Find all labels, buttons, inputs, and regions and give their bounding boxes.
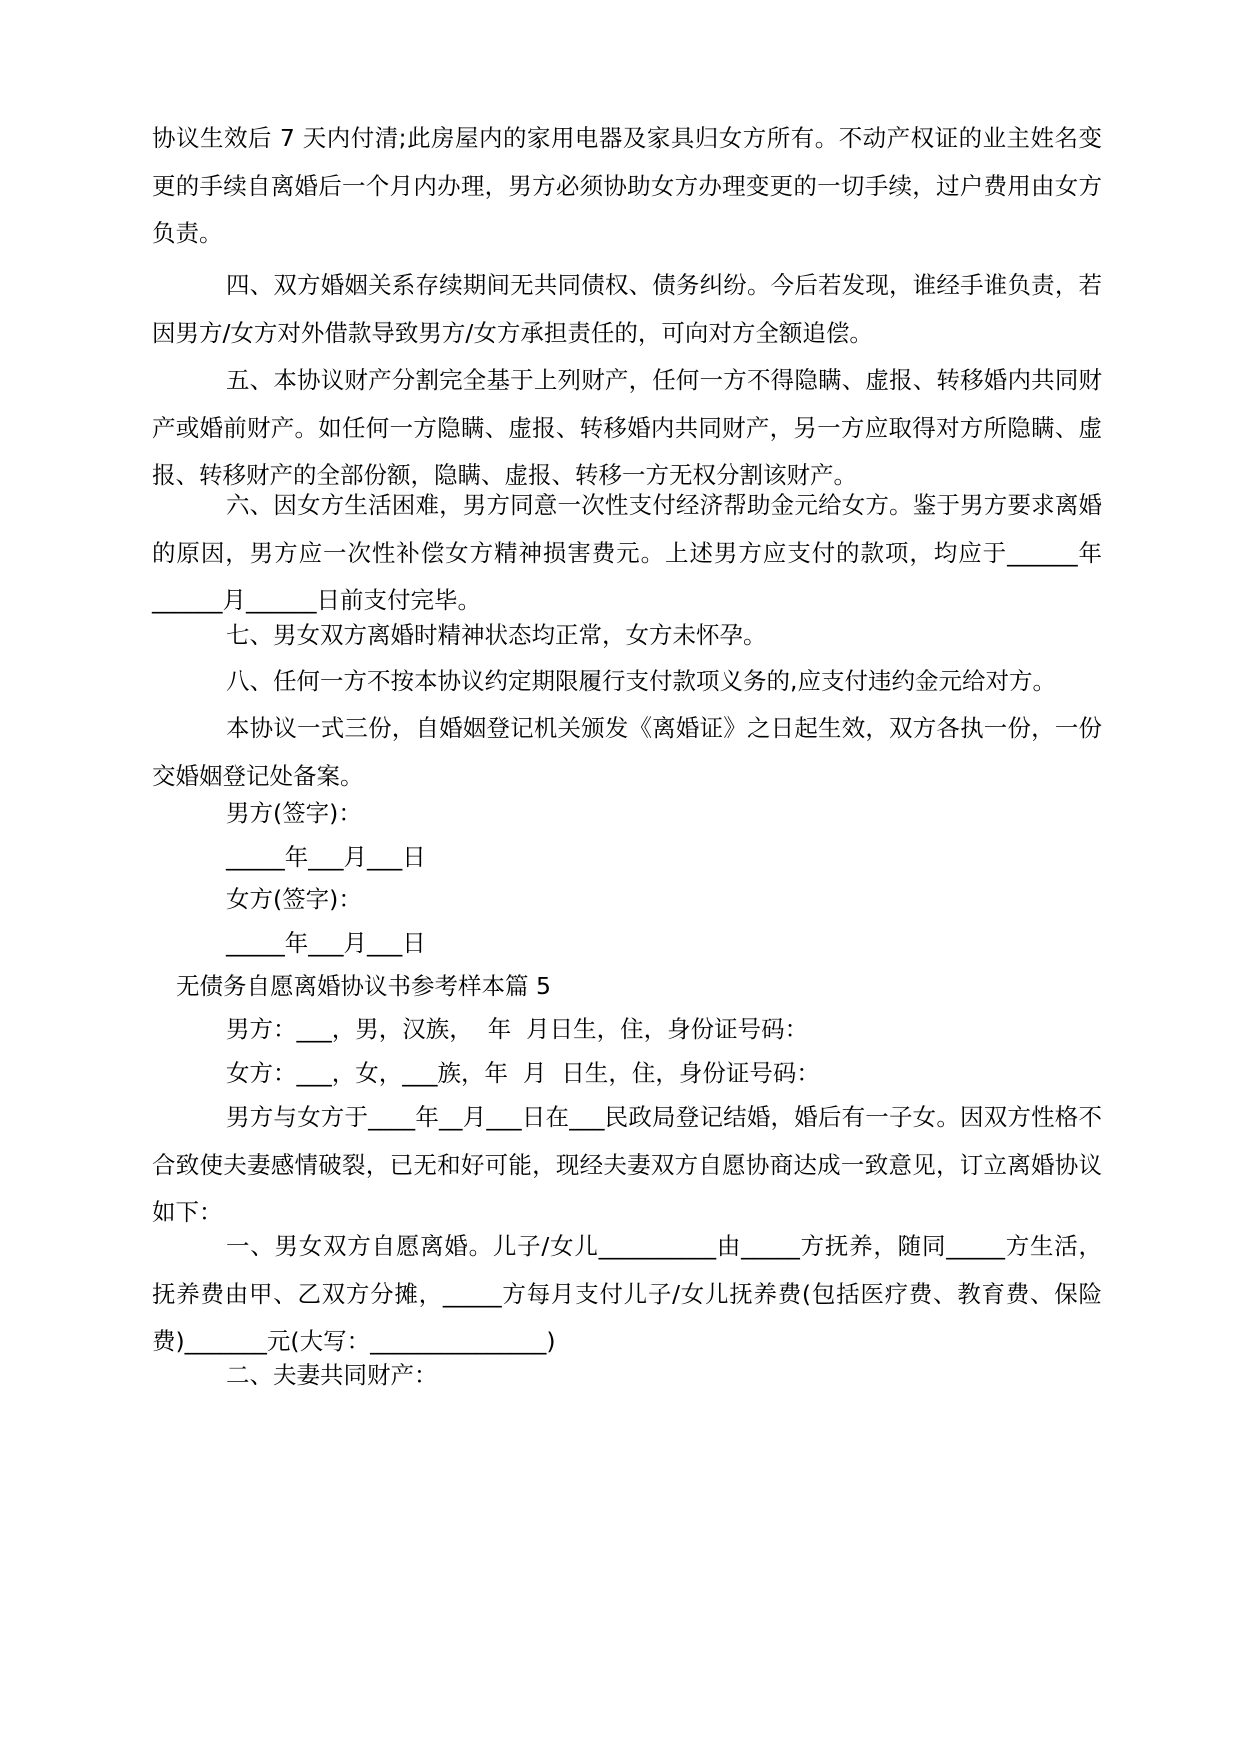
item-1-paragraph: 一、男女双方自愿离婚。儿子/女儿__________由_____方抚养，随同_____方生活，抚养费由甲、乙双方分摊，_____方每月支付儿子/女儿抚养费(包括医疗费、教育费、保险费)_______元(大写：_______________) — [152, 1232, 1102, 1355]
document-page — [152, 0, 1102, 1754]
section-title: 无债务自愿离婚协议书参考样本篇 5 — [176, 972, 551, 1000]
item-2-paragraph: 二、夫妻共同财产： — [226, 1361, 438, 1389]
clause-8-paragraph: 八、任何一方不按本协议约定期限履行支付款项义务的,应支付违约金元给对方。 — [226, 667, 1056, 695]
female-signature-label: 女方(签字)： — [226, 885, 362, 913]
copies-clause-paragraph: 本协议一式三份，自婚姻登记机关颁发《离婚证》之日起生效，双方各执一份，一份交婚姻登记处备案。 — [152, 714, 1102, 790]
clause-6-paragraph: 六、因女方生活困难，男方同意一次性支付经济帮助金元给女方。鉴于男方要求离婚的原因，男方应一次性补偿女方精神损害费元。上述男方应支付的款项，均应于______年______月______日前支付完毕。 — [152, 491, 1102, 614]
property-continuation-paragraph: 协议生效后 7 天内付清;此房屋内的家用电器及家具归女方所有。不动产权证的业主姓名变更的手续自离婚后一个月内办理，男方必须协助女方办理变更的一切手续，过户费用由女方负责。 — [152, 124, 1102, 247]
marriage-intro-paragraph: 男方与女方于____年__月___日在___民政局登记结婚，婚后有一子女。因双方性格不合致使夫妻感情破裂，已无和好可能，现经夫妻双方自愿协商达成一致意见，订立离婚协议如下： — [152, 1103, 1102, 1226]
female-info-line: 女方：___，女，___族，年 月 日生，住，身份证号码： — [226, 1059, 820, 1087]
clause-7-paragraph: 七、男女双方离婚时精神状态均正常，女方未怀孕。 — [226, 621, 767, 649]
clause-5-paragraph: 五、本协议财产分割完全基于上列财产，任何一方不得隐瞒、虚报、转移婚内共同财产或婚前财产。如任何一方隐瞒、虚报、转移婚内共同财产，另一方应取得对方所隐瞒、虚报、转移财产的全部份额，隐瞒、虚报、转移一方无权分割该财产。 — [152, 366, 1102, 489]
male-info-line: 男方：___，男，汉族， 年 月日生，住，身份证号码： — [226, 1015, 809, 1043]
female-signature-date: _____年___月___日 — [226, 929, 426, 957]
male-signature-date: _____年___月___日 — [226, 843, 426, 871]
clause-4-paragraph: 四、双方婚姻关系存续期间无共同债权、债务纠纷。今后若发现，谁经手谁负责，若因男方/女方对外借款导致男方/女方承担责任的，可向对方全额追偿。 — [152, 271, 1102, 347]
male-signature-label: 男方(签字)： — [226, 799, 362, 827]
